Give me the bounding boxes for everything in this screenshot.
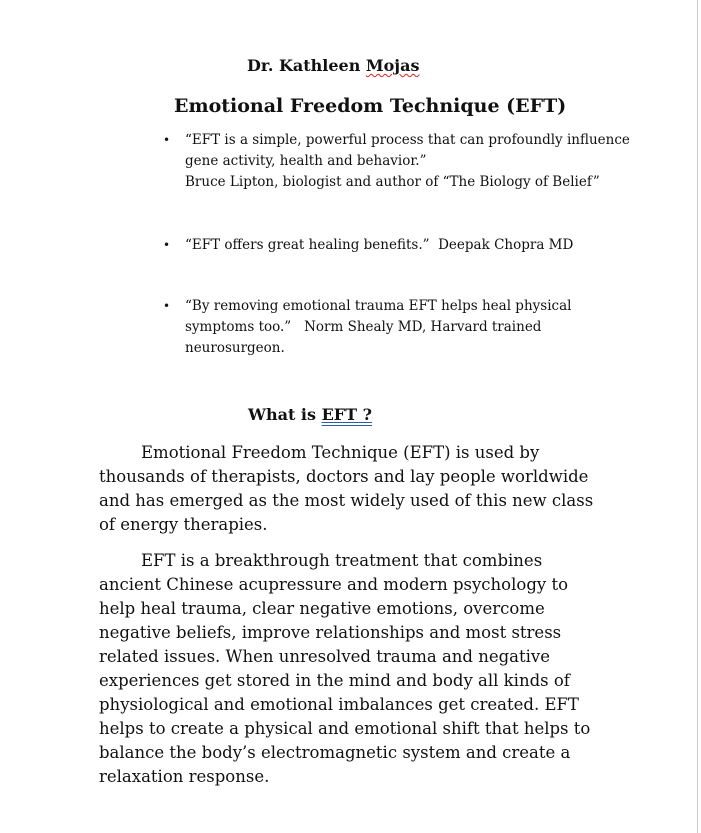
author-last-spellcheck: Mojas <box>365 56 420 75</box>
bullet-icon: • <box>163 299 171 313</box>
quote-attribution: Norm Shealy MD, Harvard trained neurosurgeon. <box>185 319 542 356</box>
quote-item <box>160 296 640 359</box>
bullet-icon: • <box>163 238 171 252</box>
quote-attribution: Deepak Chopra MD <box>438 237 574 253</box>
page-edge <box>697 0 698 833</box>
author-first: Dr. Kathleen <box>247 56 366 75</box>
section-heading <box>248 405 372 424</box>
quote-text: “EFT is a simple, powerful process that can profoundly influence gene activity, health and behavior.” <box>185 132 630 169</box>
body-text <box>99 441 599 801</box>
quote-list <box>160 130 640 359</box>
paragraph: Emotional Freedom Technique (EFT) is used by thousands of therapists, doctors and lay people worldwide and has emerged as the most widely used of this new class of energy therapies. <box>99 443 594 534</box>
bullet-icon: • <box>163 133 171 147</box>
document-title: Emotional Freedom Technique (EFT) <box>174 95 567 117</box>
section-heading-link[interactable]: EFT ? <box>321 405 372 424</box>
author-name <box>247 56 419 75</box>
quote-attribution: Bruce Lipton, biologist and author of “The Biology of Belief” <box>185 174 600 190</box>
quote-text: “EFT offers great healing benefits.” <box>185 237 430 253</box>
quote-text: “By removing emotional trauma EFT helps heal physical symptoms too.” <box>185 298 572 335</box>
section-heading-prefix: What is <box>248 405 322 424</box>
quote-item <box>160 130 640 193</box>
quote-item <box>160 235 640 256</box>
paragraph: EFT is a breakthrough treatment that combines ancient Chinese acupressure and modern psychology to help heal trauma, clear negative emotions, overcome negative beliefs, improve relationships and most stress related issues. When unresolved trauma and negative experiences get stored in the mind and body all kinds of physiological and emotional imbalances get created. EFT helps to create a physical and emotional shift that helps to balance the body’s electromagnetic system and create a relaxation response. <box>99 551 591 786</box>
